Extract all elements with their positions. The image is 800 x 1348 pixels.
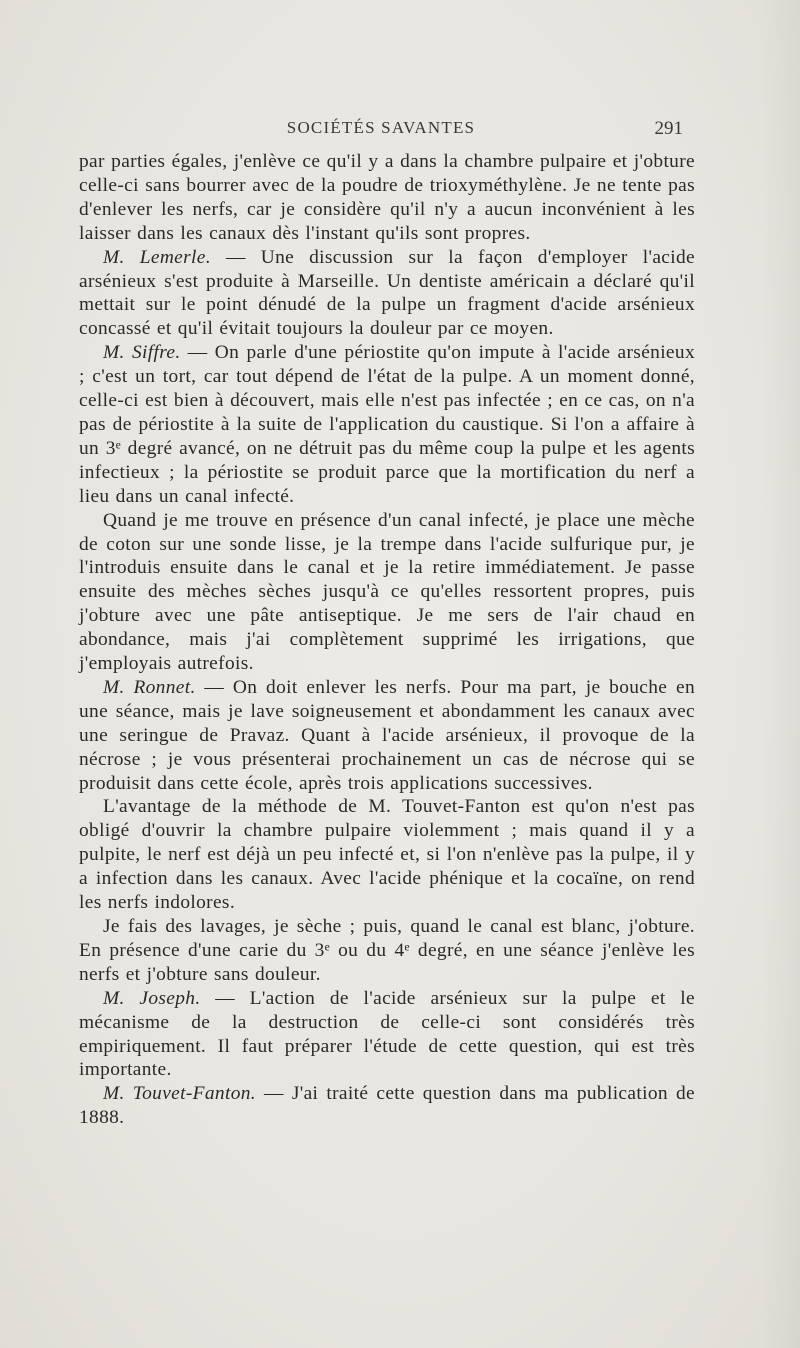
- paragraph-text: Je fais des lavages, je sèche ; puis, quand le canal est blanc, j'obture. En présence d'une carie du 3ᵉ ou du 4ᵉ degré, en une séance j'enlève les nerfs et j'obture sans douleur.: [79, 916, 695, 985]
- paragraph: [79, 795, 695, 915]
- paragraph: [79, 246, 695, 342]
- page-edge-shadow: [760, 0, 800, 1348]
- body-text: [79, 150, 695, 1130]
- speaker-name: M. Touvet-Fanton.: [103, 1083, 256, 1105]
- paragraph: [79, 150, 695, 246]
- page-number: 291: [654, 118, 683, 139]
- running-head: SOCIÉTÉS SAVANTES: [286, 118, 476, 137]
- speaker-name: M. Siffre.: [103, 342, 181, 364]
- page-header: [79, 118, 683, 142]
- paragraph: [79, 1082, 695, 1130]
- paragraph-text: — On doit enlever les nerfs. Pour ma part, je bouche en une séance, mais je lave soigneusement et abondamment les canaux avec une seringue de Pravaz. Quant à l'acide arsénieux, il provoque de la nécrose ; je vous présenterai prochainement un cas de nécrose qui se produisit dans cette école, après trois applications successives.: [79, 676, 695, 794]
- speaker-name: M. Lemerle.: [103, 246, 211, 268]
- paragraph-text: L'avantage de la méthode de M. Touvet-Fanton est qu'on n'est pas obligé d'ouvrir la chambre pulpaire violemment ; mais quand il y a pulpite, le nerf est déjà un peu infecté et, si l'on n'enlève pas la pulpe, il y a infection dans les canaux. Avec l'acide phénique et la cocaïne, on rend les nerfs indolores.: [79, 796, 695, 914]
- paragraph: [79, 341, 695, 508]
- paragraph: [79, 509, 695, 676]
- paragraph: [79, 676, 695, 796]
- paragraph-text: par parties égales, j'enlève ce qu'il y a dans la chambre pulpaire et j'obture celle-ci sans bourrer avec de la poudre de trioxyméthylène. Je ne tente pas d'enlever les nerfs, car je considère qu'il n'y a aucun inconvénient à les laisser dans les canaux dès l'instant qu'ils sont propres.: [79, 151, 695, 244]
- paragraph: [79, 915, 695, 987]
- speaker-name: M. Joseph.: [103, 987, 201, 1009]
- paragraph: [79, 987, 695, 1083]
- paragraph-text: — L'action de l'acide arsénieux sur la pulpe et le mécanisme de la destruction de celle-ci sont considérés très empiriquement. Il faut préparer l'étude de cette question, qui est très importante.: [79, 987, 695, 1081]
- paragraph-text: — Une discussion sur la façon d'employer l'acide arsénieux s'est produite à Marseille. Un dentiste américain a déclaré qu'il mettait sur le point dénudé de la pulpe un fragment d'acide arsénieux concassé et qu'il évitait toujours la douleur par ce moyen.: [79, 246, 695, 340]
- paragraph-text: — J'ai traité cette question dans ma publication de 1888.: [79, 1083, 695, 1129]
- speaker-name: M. Ronnet.: [103, 676, 196, 698]
- paragraph-text: Quand je me trouve en présence d'un canal infecté, je place une mèche de coton sur une sonde lisse, je la trempe dans l'acide sulfurique pur, je l'introduis ensuite dans le canal et je la retire immédiatement. Je passe ensuite des mèches sèches jusqu'à ce qu'elles ressortent propres, puis j'obture avec une pâte antiseptique. Je me sers de l'air chaud en abondance, mais j'ai complètement supprimé les irrigations, que j'employais autrefois.: [79, 509, 695, 675]
- paragraph-text: — On parle d'une périostite qu'on impute à l'acide arsénieux ; c'est un tort, car tout dépend de l'état de la pulpe. A un moment donné, celle-ci est bien à découvert, mais elle n'est pas infectée ; en ce cas, on n'a pas de périostite à la suite de l'application du caustique. Si l'on a affaire à un 3ᵉ degré avancé, on ne détruit pas du même coup la pulpe et les agents infectieux ; la périostite se produit parce que la mortification du nerf a lieu dans un canal infecté.: [79, 342, 695, 507]
